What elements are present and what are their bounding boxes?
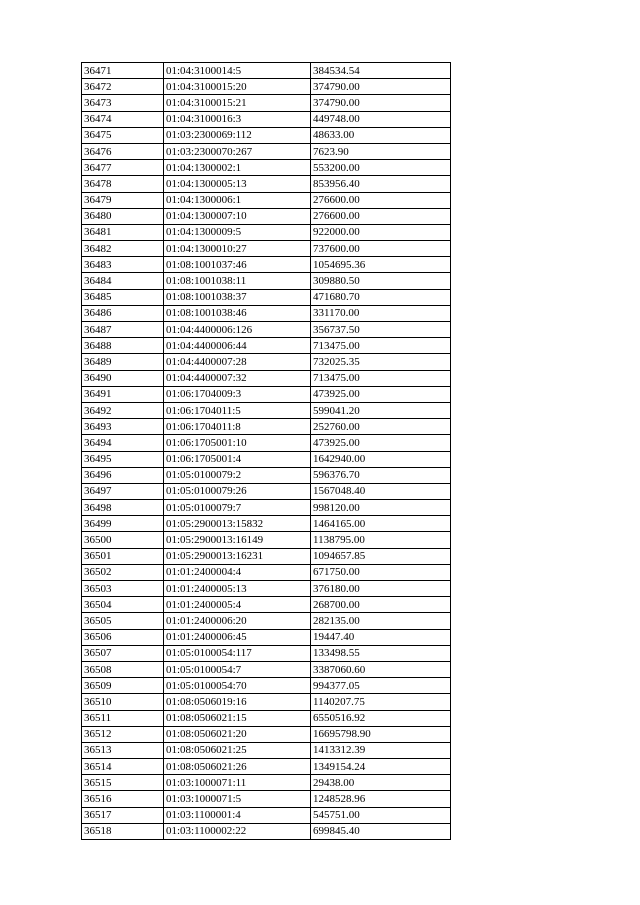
- cadastral-number-cell: 01:06:1705001:10: [164, 435, 311, 451]
- table-row: [82, 451, 451, 467]
- amount-cell: 331170.00: [311, 305, 451, 321]
- row-id-cell: 36515: [82, 775, 164, 791]
- cadastral-number-cell: 01:04:1300005:13: [164, 176, 311, 192]
- table-row: [82, 710, 451, 726]
- table-row: [82, 354, 451, 370]
- amount-cell: 994377.05: [311, 678, 451, 694]
- cadastral-number-cell: 01:01:2400005:4: [164, 597, 311, 613]
- amount-cell: 737600.00: [311, 241, 451, 257]
- row-id-cell: 36502: [82, 564, 164, 580]
- cadastral-number-cell: 01:08:1001038:11: [164, 273, 311, 289]
- row-id-cell: 36495: [82, 451, 164, 467]
- amount-cell: 922000.00: [311, 224, 451, 240]
- cadastral-number-cell: 01:05:0100079:2: [164, 467, 311, 483]
- table-row: [82, 79, 451, 95]
- row-id-cell: 36474: [82, 111, 164, 127]
- cadastral-number-cell: 01:05:2900013:16231: [164, 548, 311, 564]
- cadastral-number-cell: 01:05:0100054:70: [164, 678, 311, 694]
- table-row: [82, 338, 451, 354]
- amount-cell: 3387060.60: [311, 661, 451, 677]
- row-id-cell: 36481: [82, 224, 164, 240]
- amount-cell: 1248528.96: [311, 791, 451, 807]
- table-row: [82, 467, 451, 483]
- amount-cell: 309880.50: [311, 273, 451, 289]
- table-row: [82, 224, 451, 240]
- amount-cell: 252760.00: [311, 419, 451, 435]
- row-id-cell: 36500: [82, 532, 164, 548]
- cadastral-number-cell: 01:04:4400007:32: [164, 370, 311, 386]
- amount-cell: 449748.00: [311, 111, 451, 127]
- amount-cell: 276600.00: [311, 192, 451, 208]
- row-id-cell: 36489: [82, 354, 164, 370]
- cadastral-number-cell: 01:08:0506021:20: [164, 726, 311, 742]
- cadastral-number-cell: 01:05:0100079:7: [164, 500, 311, 516]
- row-id-cell: 36475: [82, 127, 164, 143]
- amount-cell: 384534.54: [311, 63, 451, 79]
- cadastral-number-cell: 01:04:4400006:44: [164, 338, 311, 354]
- table-row: [82, 548, 451, 564]
- cadastral-number-cell: 01:08:0506019:16: [164, 694, 311, 710]
- cadastral-number-cell: 01:06:1704011:8: [164, 419, 311, 435]
- table-row: [82, 63, 451, 79]
- cadastral-number-cell: 01:04:4400006:126: [164, 322, 311, 338]
- row-id-cell: 36487: [82, 322, 164, 338]
- table-row: [82, 516, 451, 532]
- amount-cell: 48633.00: [311, 127, 451, 143]
- table-row: [82, 192, 451, 208]
- row-id-cell: 36477: [82, 160, 164, 176]
- table-row: [82, 694, 451, 710]
- row-id-cell: 36512: [82, 726, 164, 742]
- row-id-cell: 36518: [82, 823, 164, 839]
- table-row: [82, 791, 451, 807]
- table-row: [82, 241, 451, 257]
- cadastral-number-cell: 01:08:1001037:46: [164, 257, 311, 273]
- cadastral-number-cell: 01:06:1704009:3: [164, 386, 311, 402]
- row-id-cell: 36472: [82, 79, 164, 95]
- row-id-cell: 36496: [82, 467, 164, 483]
- cadastral-number-cell: 01:04:1300006:1: [164, 192, 311, 208]
- table-row: [82, 483, 451, 499]
- row-id-cell: 36516: [82, 791, 164, 807]
- amount-cell: 1642940.00: [311, 451, 451, 467]
- cadastral-number-cell: 01:04:1300007:10: [164, 208, 311, 224]
- amount-cell: 473925.00: [311, 386, 451, 402]
- amount-cell: 713475.00: [311, 338, 451, 354]
- table-row: [82, 629, 451, 645]
- table-row: [82, 678, 451, 694]
- table-row: [82, 759, 451, 775]
- cadastral-number-cell: 01:05:0100054:7: [164, 661, 311, 677]
- row-id-cell: 36510: [82, 694, 164, 710]
- cadastral-number-cell: 01:03:1000071:11: [164, 775, 311, 791]
- table-row: [82, 95, 451, 111]
- row-id-cell: 36504: [82, 597, 164, 613]
- amount-cell: 1567048.40: [311, 483, 451, 499]
- amount-cell: 374790.00: [311, 79, 451, 95]
- table-row: [82, 807, 451, 823]
- row-id-cell: 36492: [82, 402, 164, 418]
- table-row: [82, 143, 451, 159]
- cadastral-number-cell: 01:04:3100016:3: [164, 111, 311, 127]
- amount-cell: 19447.40: [311, 629, 451, 645]
- table-body: [82, 63, 451, 840]
- row-id-cell: 36509: [82, 678, 164, 694]
- amount-cell: 545751.00: [311, 807, 451, 823]
- cadastral-number-cell: 01:03:2300069:112: [164, 127, 311, 143]
- row-id-cell: 36497: [82, 483, 164, 499]
- cadastral-number-cell: 01:05:2900013:16149: [164, 532, 311, 548]
- table-row: [82, 581, 451, 597]
- table-row: [82, 386, 451, 402]
- table-row: [82, 500, 451, 516]
- table-row: [82, 726, 451, 742]
- cadastral-number-cell: 01:01:2400006:45: [164, 629, 311, 645]
- amount-cell: 1140207.75: [311, 694, 451, 710]
- row-id-cell: 36513: [82, 742, 164, 758]
- row-id-cell: 36494: [82, 435, 164, 451]
- amount-cell: 1413312.39: [311, 742, 451, 758]
- row-id-cell: 36507: [82, 645, 164, 661]
- row-id-cell: 36506: [82, 629, 164, 645]
- table-row: [82, 564, 451, 580]
- table-row: [82, 305, 451, 321]
- table-row: [82, 613, 451, 629]
- row-id-cell: 36493: [82, 419, 164, 435]
- data-table: [81, 62, 451, 840]
- row-id-cell: 36514: [82, 759, 164, 775]
- amount-cell: 356737.50: [311, 322, 451, 338]
- row-id-cell: 36476: [82, 143, 164, 159]
- row-id-cell: 36517: [82, 807, 164, 823]
- amount-cell: 133498.55: [311, 645, 451, 661]
- table-row: [82, 257, 451, 273]
- table-row: [82, 597, 451, 613]
- amount-cell: 596376.70: [311, 467, 451, 483]
- table-row: [82, 419, 451, 435]
- amount-cell: 1138795.00: [311, 532, 451, 548]
- cadastral-number-cell: 01:06:1704011:5: [164, 402, 311, 418]
- table-row: [82, 370, 451, 386]
- row-id-cell: 36482: [82, 241, 164, 257]
- table-row: [82, 127, 451, 143]
- cadastral-number-cell: 01:08:1001038:37: [164, 289, 311, 305]
- amount-cell: 599041.20: [311, 402, 451, 418]
- amount-cell: 276600.00: [311, 208, 451, 224]
- amount-cell: 713475.00: [311, 370, 451, 386]
- table-row: [82, 160, 451, 176]
- table-row: [82, 111, 451, 127]
- row-id-cell: 36473: [82, 95, 164, 111]
- cadastral-number-cell: 01:01:2400005:13: [164, 581, 311, 597]
- cadastral-number-cell: 01:05:0100079:26: [164, 483, 311, 499]
- row-id-cell: 36479: [82, 192, 164, 208]
- row-id-cell: 36499: [82, 516, 164, 532]
- amount-cell: 699845.40: [311, 823, 451, 839]
- table-row: [82, 402, 451, 418]
- amount-cell: 16695798.90: [311, 726, 451, 742]
- amount-cell: 29438.00: [311, 775, 451, 791]
- cadastral-number-cell: 01:04:3100014:5: [164, 63, 311, 79]
- table-row: [82, 435, 451, 451]
- amount-cell: 553200.00: [311, 160, 451, 176]
- cadastral-number-cell: 01:04:1300002:1: [164, 160, 311, 176]
- row-id-cell: 36480: [82, 208, 164, 224]
- table-row: [82, 775, 451, 791]
- amount-cell: 6550516.92: [311, 710, 451, 726]
- cadastral-number-cell: 01:03:1100002:22: [164, 823, 311, 839]
- table-row: [82, 532, 451, 548]
- row-id-cell: 36508: [82, 661, 164, 677]
- cadastral-number-cell: 01:01:2400006:20: [164, 613, 311, 629]
- row-id-cell: 36498: [82, 500, 164, 516]
- row-id-cell: 36503: [82, 581, 164, 597]
- row-id-cell: 36501: [82, 548, 164, 564]
- cadastral-number-cell: 01:01:2400004:4: [164, 564, 311, 580]
- amount-cell: 1464165.00: [311, 516, 451, 532]
- row-id-cell: 36484: [82, 273, 164, 289]
- cadastral-number-cell: 01:06:1705001:4: [164, 451, 311, 467]
- row-id-cell: 36486: [82, 305, 164, 321]
- amount-cell: 853956.40: [311, 176, 451, 192]
- row-id-cell: 36505: [82, 613, 164, 629]
- amount-cell: 268700.00: [311, 597, 451, 613]
- row-id-cell: 36488: [82, 338, 164, 354]
- amount-cell: 376180.00: [311, 581, 451, 597]
- amount-cell: 473925.00: [311, 435, 451, 451]
- table-row: [82, 176, 451, 192]
- cadastral-number-cell: 01:05:0100054:117: [164, 645, 311, 661]
- amount-cell: 1094657.85: [311, 548, 451, 564]
- cadastral-number-cell: 01:04:1300009:5: [164, 224, 311, 240]
- amount-cell: 282135.00: [311, 613, 451, 629]
- row-id-cell: 36490: [82, 370, 164, 386]
- amount-cell: 374790.00: [311, 95, 451, 111]
- row-id-cell: 36483: [82, 257, 164, 273]
- cadastral-number-cell: 01:08:0506021:25: [164, 742, 311, 758]
- amount-cell: 1054695.36: [311, 257, 451, 273]
- cadastral-number-cell: 01:04:1300010:27: [164, 241, 311, 257]
- cadastral-number-cell: 01:03:1100001:4: [164, 807, 311, 823]
- cadastral-number-cell: 01:08:1001038:46: [164, 305, 311, 321]
- amount-cell: 998120.00: [311, 500, 451, 516]
- cadastral-number-cell: 01:08:0506021:15: [164, 710, 311, 726]
- cadastral-number-cell: 01:04:3100015:21: [164, 95, 311, 111]
- cadastral-number-cell: 01:03:1000071:5: [164, 791, 311, 807]
- table-row: [82, 661, 451, 677]
- row-id-cell: 36491: [82, 386, 164, 402]
- table-row: [82, 208, 451, 224]
- table-row: [82, 742, 451, 758]
- row-id-cell: 36485: [82, 289, 164, 305]
- amount-cell: 1349154.24: [311, 759, 451, 775]
- table-row: [82, 322, 451, 338]
- cadastral-number-cell: 01:08:0506021:26: [164, 759, 311, 775]
- row-id-cell: 36471: [82, 63, 164, 79]
- amount-cell: 732025.35: [311, 354, 451, 370]
- table-row: [82, 273, 451, 289]
- table-row: [82, 645, 451, 661]
- row-id-cell: 36511: [82, 710, 164, 726]
- cadastral-number-cell: 01:04:3100015:20: [164, 79, 311, 95]
- cadastral-number-cell: 01:05:2900013:15832: [164, 516, 311, 532]
- table-row: [82, 823, 451, 839]
- cadastral-number-cell: 01:03:2300070:267: [164, 143, 311, 159]
- amount-cell: 471680.70: [311, 289, 451, 305]
- amount-cell: 671750.00: [311, 564, 451, 580]
- row-id-cell: 36478: [82, 176, 164, 192]
- cadastral-number-cell: 01:04:4400007:28: [164, 354, 311, 370]
- amount-cell: 7623.90: [311, 143, 451, 159]
- table-row: [82, 289, 451, 305]
